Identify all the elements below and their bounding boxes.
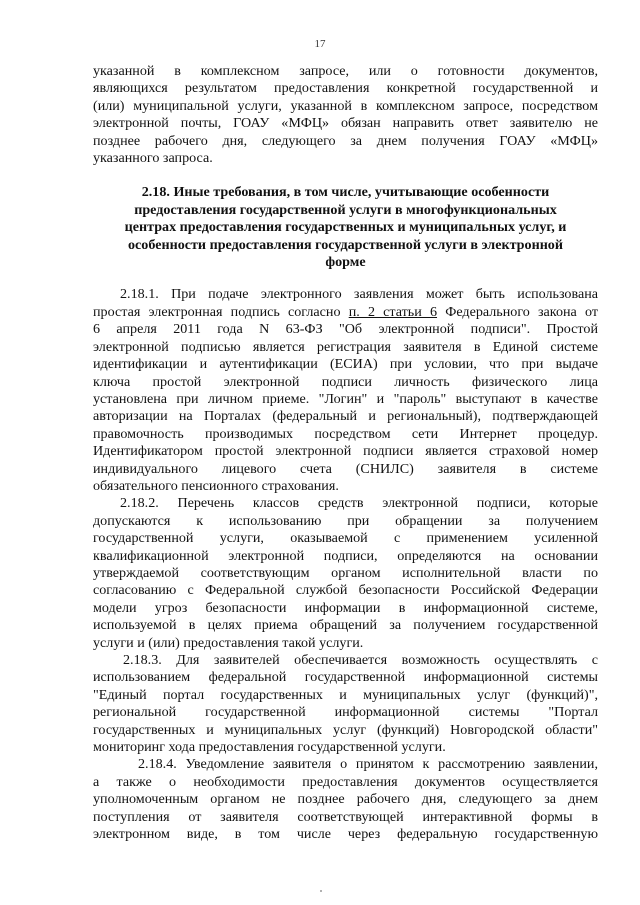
- text-line: 2.18.4. Уведомление заявителя о принятом к рассмотрению заявлении,: [138, 756, 598, 773]
- text-line: установлена при личном приеме. "Логин" и "пароль" выступают в качестве: [93, 390, 598, 407]
- text-line: Идентификатором простой электронной подписи является страховой номер: [93, 443, 598, 460]
- text-line: (или) муниципальной услуги, указанной в комплексном запросе, посредством: [93, 97, 598, 114]
- text-line: утверждаемой соответствующим органом исполнительной власти по: [93, 564, 598, 581]
- text-line: мониторинг хода предоставления государственной услуги.: [93, 739, 446, 756]
- text-line: электронной подписью является регистрация заявителя в Единой системе: [93, 338, 598, 355]
- text-line: ключа простой электронной подписи личность физического лица: [93, 373, 598, 390]
- text-line: идентификации и аутентификации (ЕСИА) при условии, что при выдаче: [93, 356, 598, 373]
- text-line: поступления от заявителя соответствующей интерактивной формы в: [93, 808, 598, 825]
- text-line: электронном виде, в том числе через федеральную государственную: [93, 826, 598, 843]
- text-line: региональной государственной информационной системы "Портал: [93, 704, 598, 721]
- text-line: электронной почты, ГОАУ «МФЦ» обязан направить ответ заявителю не: [93, 115, 598, 132]
- paragraph-2-18-1: [93, 286, 598, 495]
- text-line: являющихся результатом предоставления конкретной государственной и: [93, 80, 598, 97]
- text-line: модели угроз безопасности информации в информационной системе,: [93, 599, 598, 616]
- text-line: указанного запроса.: [93, 150, 213, 167]
- heading-line: предоставления государственной услуги в многофункциональных: [134, 201, 557, 218]
- text-line: допускаются к использованию при обращении за получением: [93, 512, 598, 529]
- paragraph-2-18-2: [93, 495, 598, 652]
- document-body: [93, 63, 598, 843]
- text-line: а также о необходимости предоставления документов осуществляется: [93, 773, 598, 790]
- text-line: позднее рабочего дня, следующего за днем получения ГОАУ «МФЦ»: [93, 132, 598, 149]
- text-line: использованием федеральной государственной информационной системы: [93, 669, 598, 686]
- text-line: обязательного пенсионного страхования.: [93, 477, 339, 494]
- text-line: указанной в комплексном запросе, или о готовности документов,: [93, 63, 598, 79]
- text-line: используемой в целях приема обращений за получением государственной: [93, 617, 598, 634]
- paragraph-2-18-4: [93, 756, 598, 843]
- text-line: простая электронная подпись согласно п. 2 статьи 6 Федерального закона от: [93, 303, 598, 320]
- text-line: государственной услуги, оказываемой с применением усиленной: [93, 530, 598, 547]
- page-number: 17: [314, 38, 326, 50]
- text-line: согласованию с Федеральной службой безопасности Российской Федерации: [93, 582, 598, 599]
- heading-line: 2.18. Иные требования, в том числе, учитывающие особенности: [141, 184, 550, 201]
- heading-line: особенности предоставления государственной услуги в электронной: [128, 236, 563, 253]
- heading-line: центрах предоставления государственных и муниципальных услуг, и: [124, 219, 567, 236]
- section-heading: [93, 184, 598, 271]
- text-line: 2.18.2. Перечень классов средств электронной подписи, которые: [120, 495, 598, 512]
- text-line: индивидуального лицевого счета (СНИЛС) заявителя в системе: [93, 460, 598, 477]
- law-reference-link[interactable]: п. 2 статьи 6: [348, 303, 438, 320]
- paragraph-2-18-3: [93, 652, 598, 756]
- text-line: авторизации на Порталах (федеральный и региональный), подтверждающей: [93, 408, 598, 425]
- text-line: "Единый портал государственных и муниципальных услуг (функций)",: [93, 686, 598, 703]
- text-line: услуги и (или) предоставления такой услуги.: [93, 634, 364, 651]
- heading-line: форме: [325, 254, 366, 271]
- text-line: уполномоченным органом не позднее рабочего дня, следующего за днем: [93, 791, 598, 808]
- text-line: 2.18.1. При подаче электронного заявления может быть использована: [120, 286, 598, 303]
- paragraph-continuation: [93, 63, 598, 167]
- text-line: правомочность производимых посредством сети Интернет процедур.: [93, 425, 598, 442]
- text-line: 6 апреля 2011 года N 63-ФЗ "Об электронной подписи". Простой: [93, 321, 598, 338]
- scan-speck: [320, 890, 322, 892]
- text-line: квалификационной электронной подписи, определяются на основании: [93, 547, 598, 564]
- text-line: 2.18.3. Для заявителей обеспечивается возможность осуществлять с: [123, 652, 598, 668]
- text-line: государственных и муниципальных услуг (функций) Новгородской области": [93, 721, 598, 738]
